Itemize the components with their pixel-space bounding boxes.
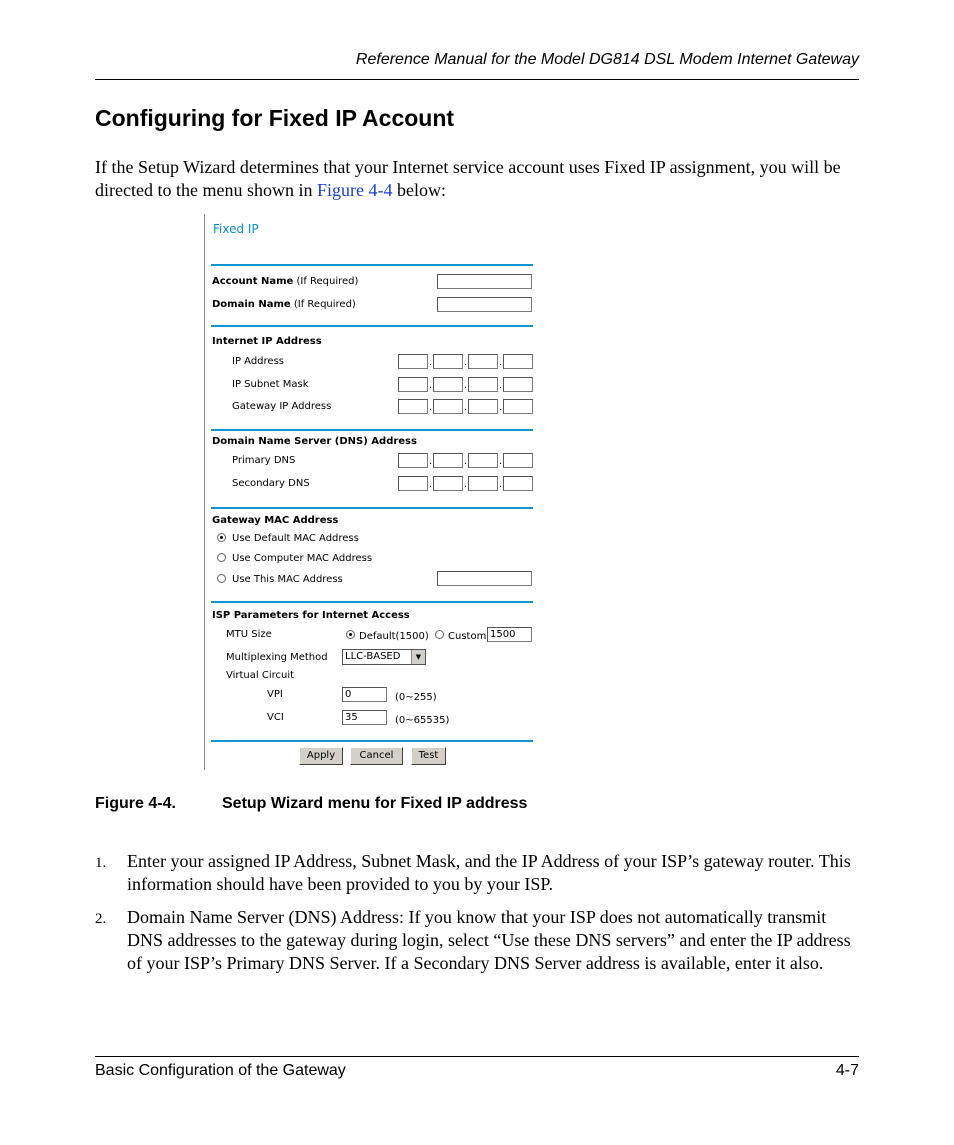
domain-name-label [212,299,356,310]
primary-dns-octet-2[interactable] [433,453,463,468]
list-item [95,906,859,975]
step-number: 2. [95,911,107,927]
chevron-down-icon[interactable]: ▼ [411,650,425,664]
isp-heading: ISP Parameters for Internet Access [212,610,410,621]
octet-dot: . [429,402,433,413]
multiplexing-value: LLC-BASED [345,651,401,662]
account-name-label [212,276,358,287]
primary-dns-octet-1[interactable] [398,453,428,468]
octet-dot: . [464,456,468,467]
multiplexing-select[interactable] [342,649,426,665]
cancel-button[interactable]: Cancel [350,747,403,765]
section-title: Configuring for Fixed IP Account [95,105,455,131]
mtu-default-label: Default(1500) [359,631,429,642]
fixed-ip-screenshot [204,214,536,770]
vci-range: (0~65535) [395,715,450,726]
secondary-dns-octet-4[interactable] [503,476,533,491]
octet-dot: . [429,456,433,467]
octet-dot: . [499,380,503,391]
primary-dns-octet-3[interactable] [468,453,498,468]
vpi-range: (0~255) [395,692,437,703]
intro-paragraph [95,156,859,202]
octet-dot: . [499,402,503,413]
figure-caption-text: Setup Wizard menu for Fixed IP address [222,795,528,812]
footer-rule [95,1056,859,1057]
section-divider [211,264,533,266]
section-divider [211,740,533,742]
secondary-dns-octet-1[interactable] [398,476,428,491]
vpi-label: VPI [267,689,283,700]
mtu-default-radio[interactable] [346,630,355,639]
primary-dns-label: Primary DNS [232,455,296,466]
ip-address-label: IP Address [232,356,284,367]
section-divider [211,429,533,431]
subnet-mask-octet-2[interactable] [433,377,463,392]
octet-dot: . [464,402,468,413]
octet-dot: . [429,380,433,391]
mtu-custom-label: Custom [448,631,487,642]
domain-name-label-text: Domain Name [212,299,291,310]
vpi-input[interactable]: 0 [342,687,387,702]
domain-name-input[interactable] [437,297,532,312]
section-divider [211,507,533,509]
list-item [95,850,859,896]
octet-dot: . [464,479,468,490]
ip-address-octet-2[interactable] [433,354,463,369]
virtual-circuit-label: Virtual Circuit [226,670,295,681]
gateway-ip-octet-2[interactable] [433,399,463,414]
dns-heading: Domain Name Server (DNS) Address [212,436,417,447]
subnet-mask-octet-3[interactable] [468,377,498,392]
vci-input[interactable]: 35 [342,710,387,725]
intro-text-before: If the Setup Wizard determines that your Internet service account uses Fixed IP assignment, you will be directed to the menu shown in [95,157,841,200]
secondary-dns-octet-3[interactable] [468,476,498,491]
mac-address-input[interactable] [437,571,532,586]
gateway-ip-octet-4[interactable] [503,399,533,414]
page-number: 4-7 [835,1062,859,1079]
mac-default-label: Use Default MAC Address [232,533,359,544]
footer-chapter-title: Basic Configuration of the Gateway [95,1062,346,1079]
figure-left-border [204,214,205,770]
gateway-ip-label: Gateway IP Address [232,401,332,412]
vci-label: VCI [267,712,284,723]
primary-dns-octet-4[interactable] [503,453,533,468]
octet-dot: . [429,357,433,368]
header-rule [95,79,859,80]
ip-address-octet-1[interactable] [398,354,428,369]
secondary-dns-label: Secondary DNS [232,478,310,489]
mac-this-radio[interactable] [217,574,226,583]
step-text: Enter your assigned IP Address, Subnet Mask, and the IP Address of your ISP’s gateway router. This information should have been provided to you by your ISP. [127,851,851,894]
step-text: Domain Name Server (DNS) Address: If you know that your ISP does not automatically transmit DNS addresses to the gateway during login, select “Use these DNS servers” and enter the IP address of your ISP’s Primary DNS Server. If a Secondary DNS Server address is available, enter it also. [127,907,851,973]
octet-dot: . [464,357,468,368]
domain-name-hint: (If Required) [290,299,356,310]
octet-dot: . [429,479,433,490]
section-divider [211,601,533,603]
ip-address-octet-3[interactable] [468,354,498,369]
gateway-ip-octet-3[interactable] [468,399,498,414]
test-button[interactable]: Test [411,747,446,765]
mac-default-radio[interactable] [217,533,226,542]
multiplexing-label: Multiplexing Method [226,652,328,663]
mac-heading: Gateway MAC Address [212,515,339,526]
ip-address-octet-4[interactable] [503,354,533,369]
step-number: 1. [95,855,107,871]
figure-link[interactable]: Figure 4-4 [316,180,393,200]
apply-button[interactable]: Apply [299,747,343,765]
section-divider [211,325,533,327]
octet-dot: . [499,456,503,467]
figure-caption-number: Figure 4-4. [95,795,176,812]
subnet-mask-label: IP Subnet Mask [232,379,309,390]
mtu-custom-radio[interactable] [435,630,444,639]
mac-computer-label: Use Computer MAC Address [232,553,373,564]
account-name-label-text: Account Name [212,276,294,287]
octet-dot: . [464,380,468,391]
octet-dot: . [499,357,503,368]
intro-text-after: below: [392,180,446,200]
mac-this-label: Use This MAC Address [232,574,343,585]
account-name-input[interactable] [437,274,532,289]
fixed-ip-title: Fixed IP [213,222,259,236]
mtu-size-label: MTU Size [226,629,272,640]
subnet-mask-octet-1[interactable] [398,377,428,392]
account-name-hint: (If Required) [293,276,359,287]
subnet-mask-octet-4[interactable] [503,377,533,392]
figure-caption [95,795,527,813]
mac-computer-radio[interactable] [217,553,226,562]
octet-dot: . [499,479,503,490]
mtu-custom-input[interactable]: 1500 [487,627,532,642]
gateway-ip-octet-1[interactable] [398,399,428,414]
secondary-dns-octet-2[interactable] [433,476,463,491]
internet-ip-heading: Internet IP Address [212,336,322,347]
running-header: Reference Manual for the Model DG814 DSL Modem Internet Gateway [355,51,859,68]
